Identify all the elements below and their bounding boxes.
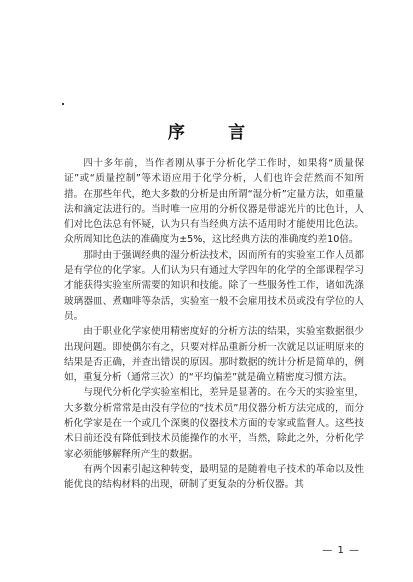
page-title: 序 言 (167, 123, 264, 143)
scan-speck (62, 103, 64, 105)
paragraph-1: 四十多年前，当作者刚从事于分析化学工作时，如果将“质量保证”或“质量控制”等术语应用于化学分析，人们也许会茫然而不知所措。在那些年代，绝大多数的分析是由所谓“湿分析”定量方法，如重量法和滴定法进行的。当时唯一应用的分析仪器是带滤光片的比色计，人们对比色法总有怀疑，认为只有当经典方法不适用时才能使用比色法。众所周知比色法的准确度为±5%，这比经典方法的准确度约差10倍。 (64, 158, 364, 246)
paragraph-3: 由于职业化学家使用精密度好的分析方法的结果，实验室数据很少出现问题。即使偶尔有之，只要对样品重新分析一次就足以证明原来的结果是否正确，并查出错误的原因。那时数据的统计分析是简单的，例如，重复分析（通常三次）的“平均偏差”就是确立精密度习惯方法。 (64, 326, 364, 384)
body-text (64, 156, 364, 493)
paragraph-2: 那时由于强调经典的湿分析法技术，因而所有的实验室工作人员都是有学位的化学家。人们认为只有通过大学四年的化学的全部课程学习才能获得实验室所需要的知识和技能。除了一些服务性工作，诸如洗涤玻璃器皿、煮咖啡等杂活，实验室一般不会雇用技术员或没有学位的人员。 (64, 249, 364, 322)
paragraph-5: 有两个因素引起这种转变，最明显的是随着电子技术的革命以及性能优良的结构材料的出现，研制了更复杂的分析仪器。其 (64, 463, 364, 491)
page-number: — 1 — (322, 545, 360, 556)
paragraph-4: 与现代分析化学实验室相比，差异是显著的。在今天的实验室里，大多数分析常常是由没有学位的“技术员”用仪器分析方法完成的，而分析化学家是在一个或几个深奥的仪器技术方面的专家或监督人。这些技术日前还没有降低到技术员能操作的水平，当然，除此之外，分析化学家必须能够解释所产生的数据。 (64, 387, 364, 460)
